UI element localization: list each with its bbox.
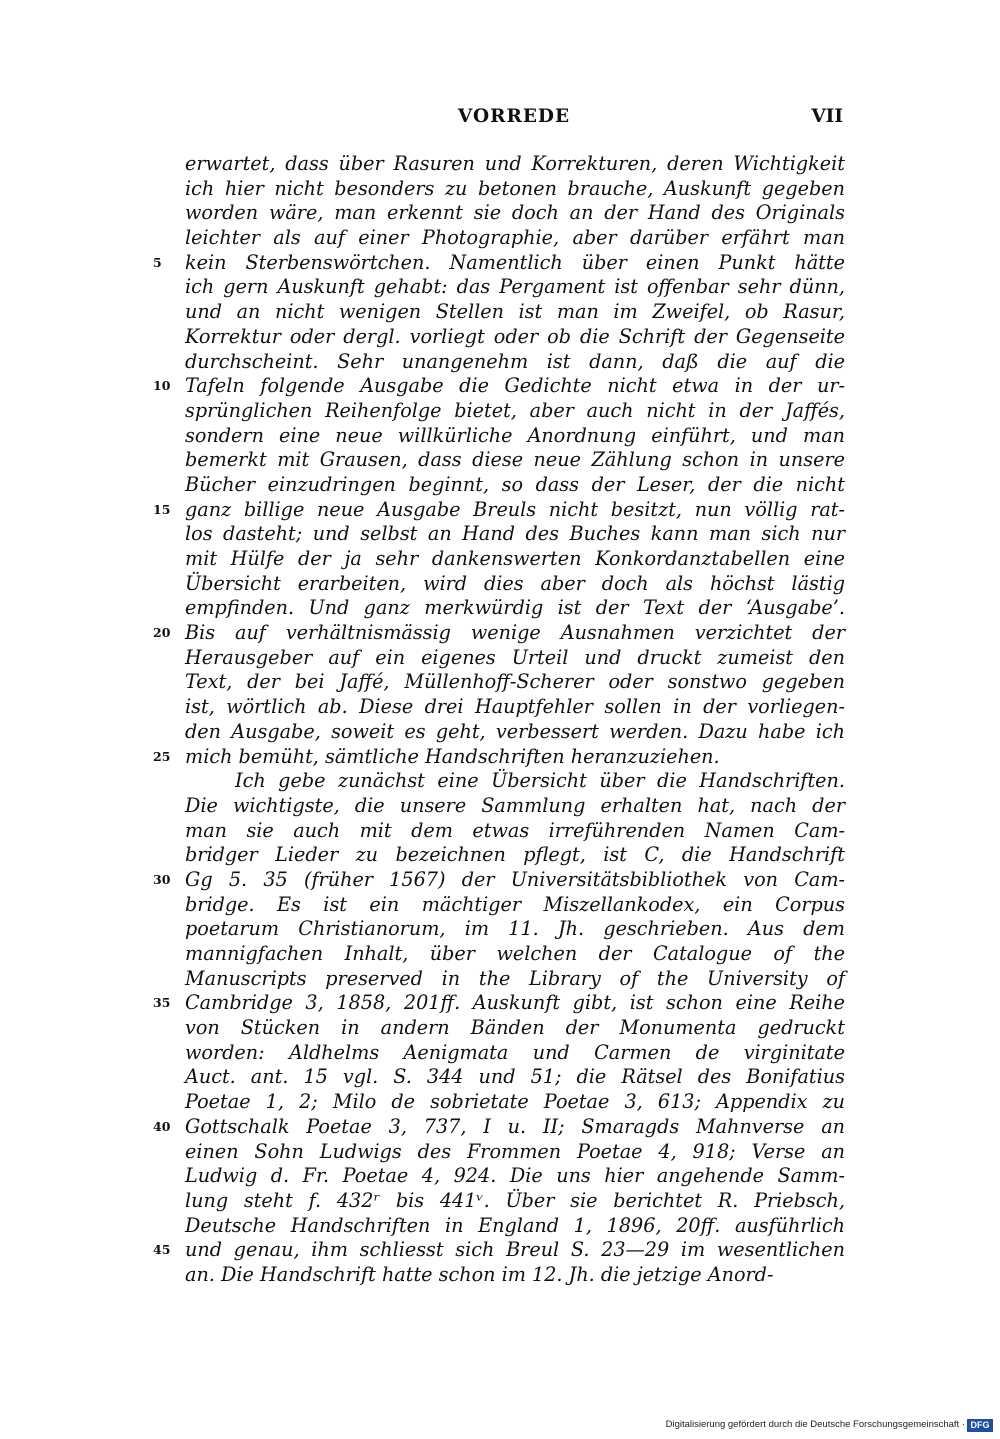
line-text: Bücher einzudringen beginnt, so dass der Leser, der die nicht	[185, 472, 845, 496]
line-text: Text, der bei Jaffé, Müllenhoff-Scherer oder sonstwo gegeben	[185, 670, 845, 694]
line-text: bridge. Es ist ein mächtiger Miszellankodex, ein Corpus	[185, 892, 845, 916]
text-line	[185, 794, 845, 819]
line-number: 45	[153, 1242, 171, 1258]
page-number: VII	[811, 106, 843, 127]
line-text: sprünglichen Reihenfolge bietet, aber auch nicht in der Jaffés,	[185, 398, 845, 422]
line-text: von Stücken in andern Bänden der Monumenta gedruckt	[185, 1016, 845, 1040]
line-text: ich hier nicht besonders zu betonen brauche, Auskunft gegeben	[185, 176, 845, 200]
text-line	[185, 572, 845, 597]
text-line	[185, 1189, 845, 1214]
text-line	[185, 819, 845, 844]
line-text: Die wichtigste, die unsere Sammlung erhalten hat, nach der	[185, 793, 845, 817]
line-text: den Ausgabe, soweit es geht, verbessert werden. Dazu habe ich	[185, 719, 845, 743]
line-text: Tafeln folgende Ausgabe die Gedichte nicht etwa in der ur-	[185, 374, 845, 398]
line-text: einen Sohn Ludwigs des Frommen Poetae 4, 918; Verse an	[185, 1139, 845, 1163]
line-text: ist, wörtlich ab. Diese drei Hauptfehler sollen in der vorliegen-	[185, 695, 845, 719]
text-line	[185, 522, 845, 547]
text-line	[185, 275, 845, 300]
digitization-credit: Digitalisierung gefördert durch die Deutsche Forschungsgemeinschaft ·	[665, 1419, 965, 1430]
text-line	[185, 1214, 845, 1239]
text-line	[153, 1114, 845, 1140]
line-number: 40	[153, 1118, 171, 1134]
line-text: los dasteht; und selbst an Hand des Buches kann man sich nur	[185, 522, 845, 546]
line-number: 15	[153, 501, 171, 517]
text-line	[185, 448, 845, 473]
line-text: Gg 5. 35 (früher 1567) der Universitätsbibliothek von Cam-	[185, 867, 845, 891]
line-text: durchscheint. Sehr unangenehm ist dann, daß die auf die	[185, 349, 845, 373]
text-line	[185, 152, 845, 177]
line-text: Manuscripts preserved in the Library of the University of	[185, 966, 845, 990]
text-line	[185, 720, 845, 745]
text-line	[185, 1041, 845, 1066]
text-line	[185, 1140, 845, 1165]
text-line	[185, 769, 845, 794]
text-line	[153, 867, 845, 893]
text-line	[185, 325, 845, 350]
text-line	[185, 1016, 845, 1041]
line-text: Ich gebe zunächst eine Übersicht über die Handschriften.	[235, 769, 845, 793]
line-text: mannigfachen Inhalt, über welchen der Catalogue of the	[185, 942, 845, 965]
line-text: und genau, ihm schliesst sich Breul S. 23—29 im wesentlichen	[185, 1238, 845, 1262]
text-line	[153, 621, 845, 646]
line-text: poetarum Christianorum, im 11. Jh. geschrieben. Aus dem	[185, 917, 845, 941]
text-line	[185, 843, 845, 868]
text-line	[153, 744, 845, 770]
line-text: Herausgeber auf ein eigenes Urteil und druckt zumeist den	[185, 645, 845, 669]
line-text: mich bemüht, sämtliche Handschriften heranzuziehen.	[185, 744, 720, 768]
text-line	[185, 1090, 845, 1115]
text-line	[185, 177, 845, 202]
text-line	[185, 399, 845, 424]
line-text: kein Sterbenswörtchen. Namentlich über einen Punkt hätte	[185, 250, 845, 274]
line-text: Bis auf verhältnismässig wenige Ausnahmen verzichtet der	[185, 621, 845, 645]
text-line	[185, 596, 845, 621]
text-line	[153, 250, 845, 276]
line-text: erwartet, dass über Rasuren und Korrekturen, deren Wichtigkeit	[185, 152, 845, 175]
line-text: leichter als auf einer Photographie, aber darüber erfährt man	[185, 226, 845, 250]
line-number: 30	[153, 871, 171, 887]
text-line	[153, 497, 845, 523]
text-line	[153, 1238, 845, 1263]
text-line	[185, 670, 845, 695]
line-text: ich gern Auskunft gehabt: das Pergament ist offenbar sehr dünn,	[185, 275, 845, 299]
line-text: sondern eine neue willkürliche Anordnung einführt, und man	[185, 423, 845, 447]
text-line	[185, 201, 845, 226]
text-line	[185, 646, 845, 671]
text-line	[185, 695, 845, 720]
dfg-logo: DFG	[967, 1419, 993, 1432]
running-title: VORREDE	[457, 106, 571, 127]
text-line	[185, 226, 845, 251]
line-text: lung steht f. 432ʳ bis 441ᵛ. Über sie berichtet R. Priebsch,	[185, 1188, 845, 1212]
line-text: Cambridge 3, 1858, 201ff. Auskunft gibt, ist schon eine Reihe	[185, 991, 845, 1015]
line-text: Auct. ant. 15 vgl. S. 344 und 51; die Rätsel des Bonifatius	[185, 1065, 845, 1089]
line-text: an. Die Handschrift hatte schon im 12. Jh. die jetzige Anord-	[185, 1262, 774, 1286]
line-text: Deutsche Handschriften in England 1, 1896, 20ff. ausführlich	[185, 1213, 845, 1237]
line-number: 10	[153, 378, 171, 394]
line-text: empfinden. Und ganz merkwürdig ist der Text der ‘Ausgabe’.	[185, 596, 845, 620]
line-text: worden: Aldhelms Aenigmata und Carmen de virginitate	[185, 1040, 845, 1064]
line-text: man sie auch mit dem etwas irreführenden Namen Cam-	[185, 818, 845, 842]
page-header	[185, 106, 843, 138]
text-line	[185, 300, 845, 325]
text-line	[185, 917, 845, 942]
body-text	[153, 152, 845, 1288]
line-text: Übersicht erarbeiten, wird dies aber doch als höchst lästig	[185, 571, 845, 595]
line-text: bemerkt mit Grausen, dass diese neue Zählung schon in unsere	[185, 448, 845, 472]
text-line	[185, 350, 845, 375]
line-text: Gottschalk Poetae 3, 737, I u. II; Smaragds Mahnverse an	[185, 1114, 845, 1138]
line-number: 5	[153, 254, 162, 270]
text-line	[185, 942, 845, 967]
text-line	[185, 1164, 845, 1189]
text-line	[153, 374, 845, 399]
line-text: Ludwig d. Fr. Poetae 4, 924. Die uns hier angehende Samm-	[185, 1164, 845, 1188]
text-line	[185, 893, 845, 918]
line-number: 25	[153, 748, 171, 764]
text-line	[185, 547, 845, 572]
line-text: Korrektur oder dergl. vorliegt oder ob die Schrift der Gegenseite	[185, 324, 845, 348]
text-line	[185, 1263, 845, 1288]
text-line	[185, 473, 845, 498]
text-line	[185, 424, 845, 449]
line-text: ganz billige neue Ausgabe Breuls nicht besitzt, nun völlig rat-	[185, 497, 845, 521]
text-line	[153, 991, 845, 1016]
line-text: und an nicht wenigen Stellen ist man im Zweifel, ob Rasur,	[185, 300, 845, 324]
line-number: 35	[153, 995, 171, 1011]
line-number: 20	[153, 625, 171, 641]
line-text: mit Hülfe der ja sehr dankenswerten Konkordanztabellen eine	[185, 547, 845, 570]
line-text: worden wäre, man erkennt sie doch an der Hand des Originals	[185, 201, 845, 225]
line-text: bridger Lieder zu bezeichnen pflegt, ist C, die Handschrift	[185, 843, 845, 867]
text-line	[185, 1065, 845, 1090]
line-text: Poetae 1, 2; Milo de sobrietate Poetae 3, 613; Appendix zu	[185, 1090, 845, 1114]
text-line	[185, 967, 845, 992]
